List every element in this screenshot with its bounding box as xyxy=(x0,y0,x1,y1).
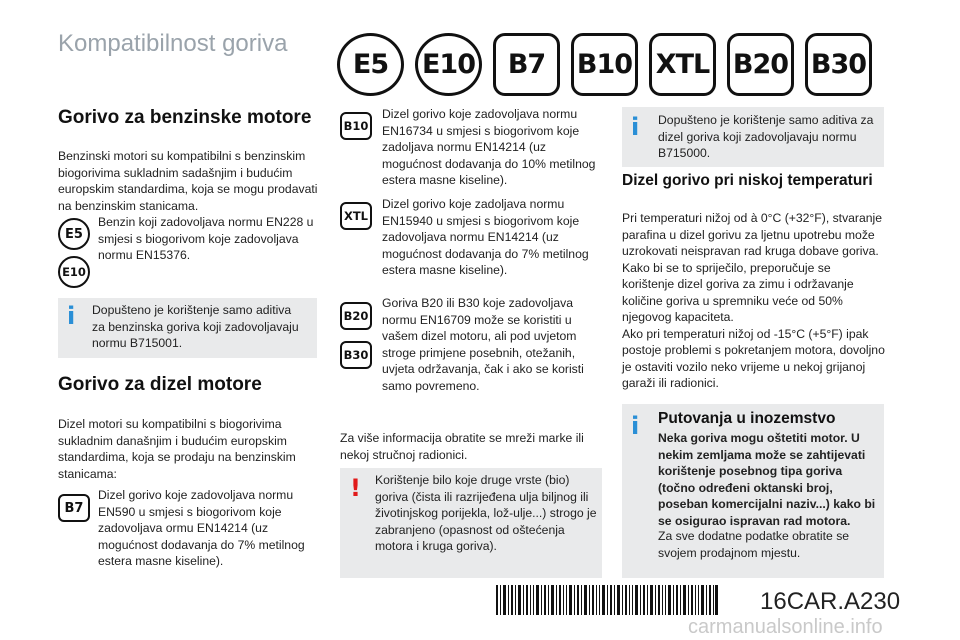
travel-box xyxy=(622,404,884,578)
b20-icon: B20 xyxy=(340,302,372,330)
e5-badge-icon: E5 xyxy=(337,33,404,96)
low-temp-text: Pri temperaturi nižoj od à 0°C (+32°F), stvaranje parafina u dizel gorivu za ljetnu upotrebu može uzrokovati neispravan rad kruga dobave goriva. Kako bi se to spriječilo, preporučuje se korištenje dizel goriva za zimu i održavanje količine goriva u spremniku veće od 50% njegovog kapaciteta. Ako pri temperaturi nižoj od -15°C (+5°F) ipak postoje problemi s pokretanjem motora, dovoljno je ostaviti vozilo neko vrijeme u nekoj grijanoj garaži ili radionici. xyxy=(622,211,885,390)
watermark: carmanualsonline.info xyxy=(688,616,883,638)
b7-description: Dizel gorivo koje zadovoljava normu EN590 u smjesi s biogorivom koje zadovoljava ormu EN14214 (uz mogućnost dodavanja do 7% metilnog estera masne kiseline). xyxy=(98,488,305,568)
b20-b30-description: Goriva B20 ili B30 koje zadovoljava normu EN16709 može se koristiti u vašem dizel motoru, ali pod uvjetom stroge primjene posebnih, otežanih, uvjeta održavanja, čak i ako se koristi samo povremeno. xyxy=(382,296,584,393)
xtl-description: Dizel gorivo koje zadoljava normu EN15940 u smjesi s biogorivom koje zadovoljava normu EN14214 (uz mogućnost dodavanja do 7% metilnog estera masne kiseline). xyxy=(382,197,589,277)
low-temp-heading: Dizel gorivo pri niskoj temperaturi xyxy=(622,172,873,189)
diesel-intro: Dizel motori su kompatibilni s biogorivima sukladnim današnjim i budućim europskim standardima, koja se prodaju na benzinskim stanicama: xyxy=(58,417,296,481)
e5-description: Benzin koji zadovoljava normu EN228 u smjesi s biogorivom koje zadovoljava normu EN15376. xyxy=(98,215,314,262)
b10-icon: B10 xyxy=(340,112,372,140)
petrol-heading: Gorivo za benzinske motore xyxy=(58,107,312,128)
e10-icon: E10 xyxy=(58,256,90,288)
b20-badge-icon: B20 xyxy=(727,33,794,96)
warning-box xyxy=(340,468,602,578)
barcode-image xyxy=(496,585,718,615)
info-icon: i xyxy=(631,412,640,440)
warning-icon: ! xyxy=(350,474,361,502)
b10-badge-icon: B10 xyxy=(571,33,638,96)
travel-text: Za sve dodatne podatke obratite se svojem prodajnom mjestu. xyxy=(658,529,850,560)
diesel-info-box xyxy=(622,107,884,167)
petrol-info-box xyxy=(58,298,317,358)
travel-bold-text: Neka goriva mogu oštetiti motor. U nekim zemljama može se zahtijevati korištenje posebnog tipa goriva (točno određeni oktanski broj, poseban komercijalni naziv...) kako bi se osigurao ispravan rad motora. xyxy=(658,431,876,528)
warning-text: Korištenje bilo koje druge vrste (bio) goriva (čista ili razrijeđena ulja biljnog ili životinjskog porijekla, lož-ulje...) strogo je zabranjeno (opasnost od oštećenja motora i kruga goriva). xyxy=(375,473,597,553)
document-code: 16CAR.A230 xyxy=(760,588,901,615)
e10-badge-icon: E10 xyxy=(415,33,482,96)
info-icon: i xyxy=(631,113,640,141)
b10-description: Dizel gorivo koje zadovoljava normu EN16734 u smjesi s biogorivom koje zadoljava normu EN14214 (uz mogućnost dodavanja do 10% metilnog estera masne kiseline). xyxy=(382,107,596,187)
travel-heading: Putovanja u inozemstvo xyxy=(658,410,836,427)
b30-icon: B30 xyxy=(340,341,372,369)
e5-icon: E5 xyxy=(58,218,90,250)
diesel-info-text: Dopušteno je korištenje samo aditiva za dizel goriva koji zadovoljavaju normu B715000. xyxy=(658,113,874,160)
info-icon: i xyxy=(67,302,76,330)
xtl-badge-icon: XTL xyxy=(649,33,716,96)
fuel-badge-row xyxy=(337,33,872,96)
b7-badge-icon: B7 xyxy=(493,33,560,96)
page-title: Kompatibilnost goriva xyxy=(58,30,288,57)
petrol-intro: Benzinski motori su kompatibilni s benzinskim biogorivima sukladnim sadašnjim i budućim europskim standardima, koja se mogu prodavati na benzinskim stanicama. xyxy=(58,149,318,213)
b30-badge-icon: B30 xyxy=(805,33,872,96)
more-info-text: Za više informacija obratite se mreži marke ili nekoj stručnoj radionici. xyxy=(340,431,584,462)
b7-icon: B7 xyxy=(58,494,90,522)
diesel-heading: Gorivo za dizel motore xyxy=(58,374,262,395)
xtl-icon: XTL xyxy=(340,202,372,230)
petrol-info-text: Dopušteno je korištenje samo aditiva za benzinska goriva koji zadovoljavaju normu B715001. xyxy=(92,303,299,350)
